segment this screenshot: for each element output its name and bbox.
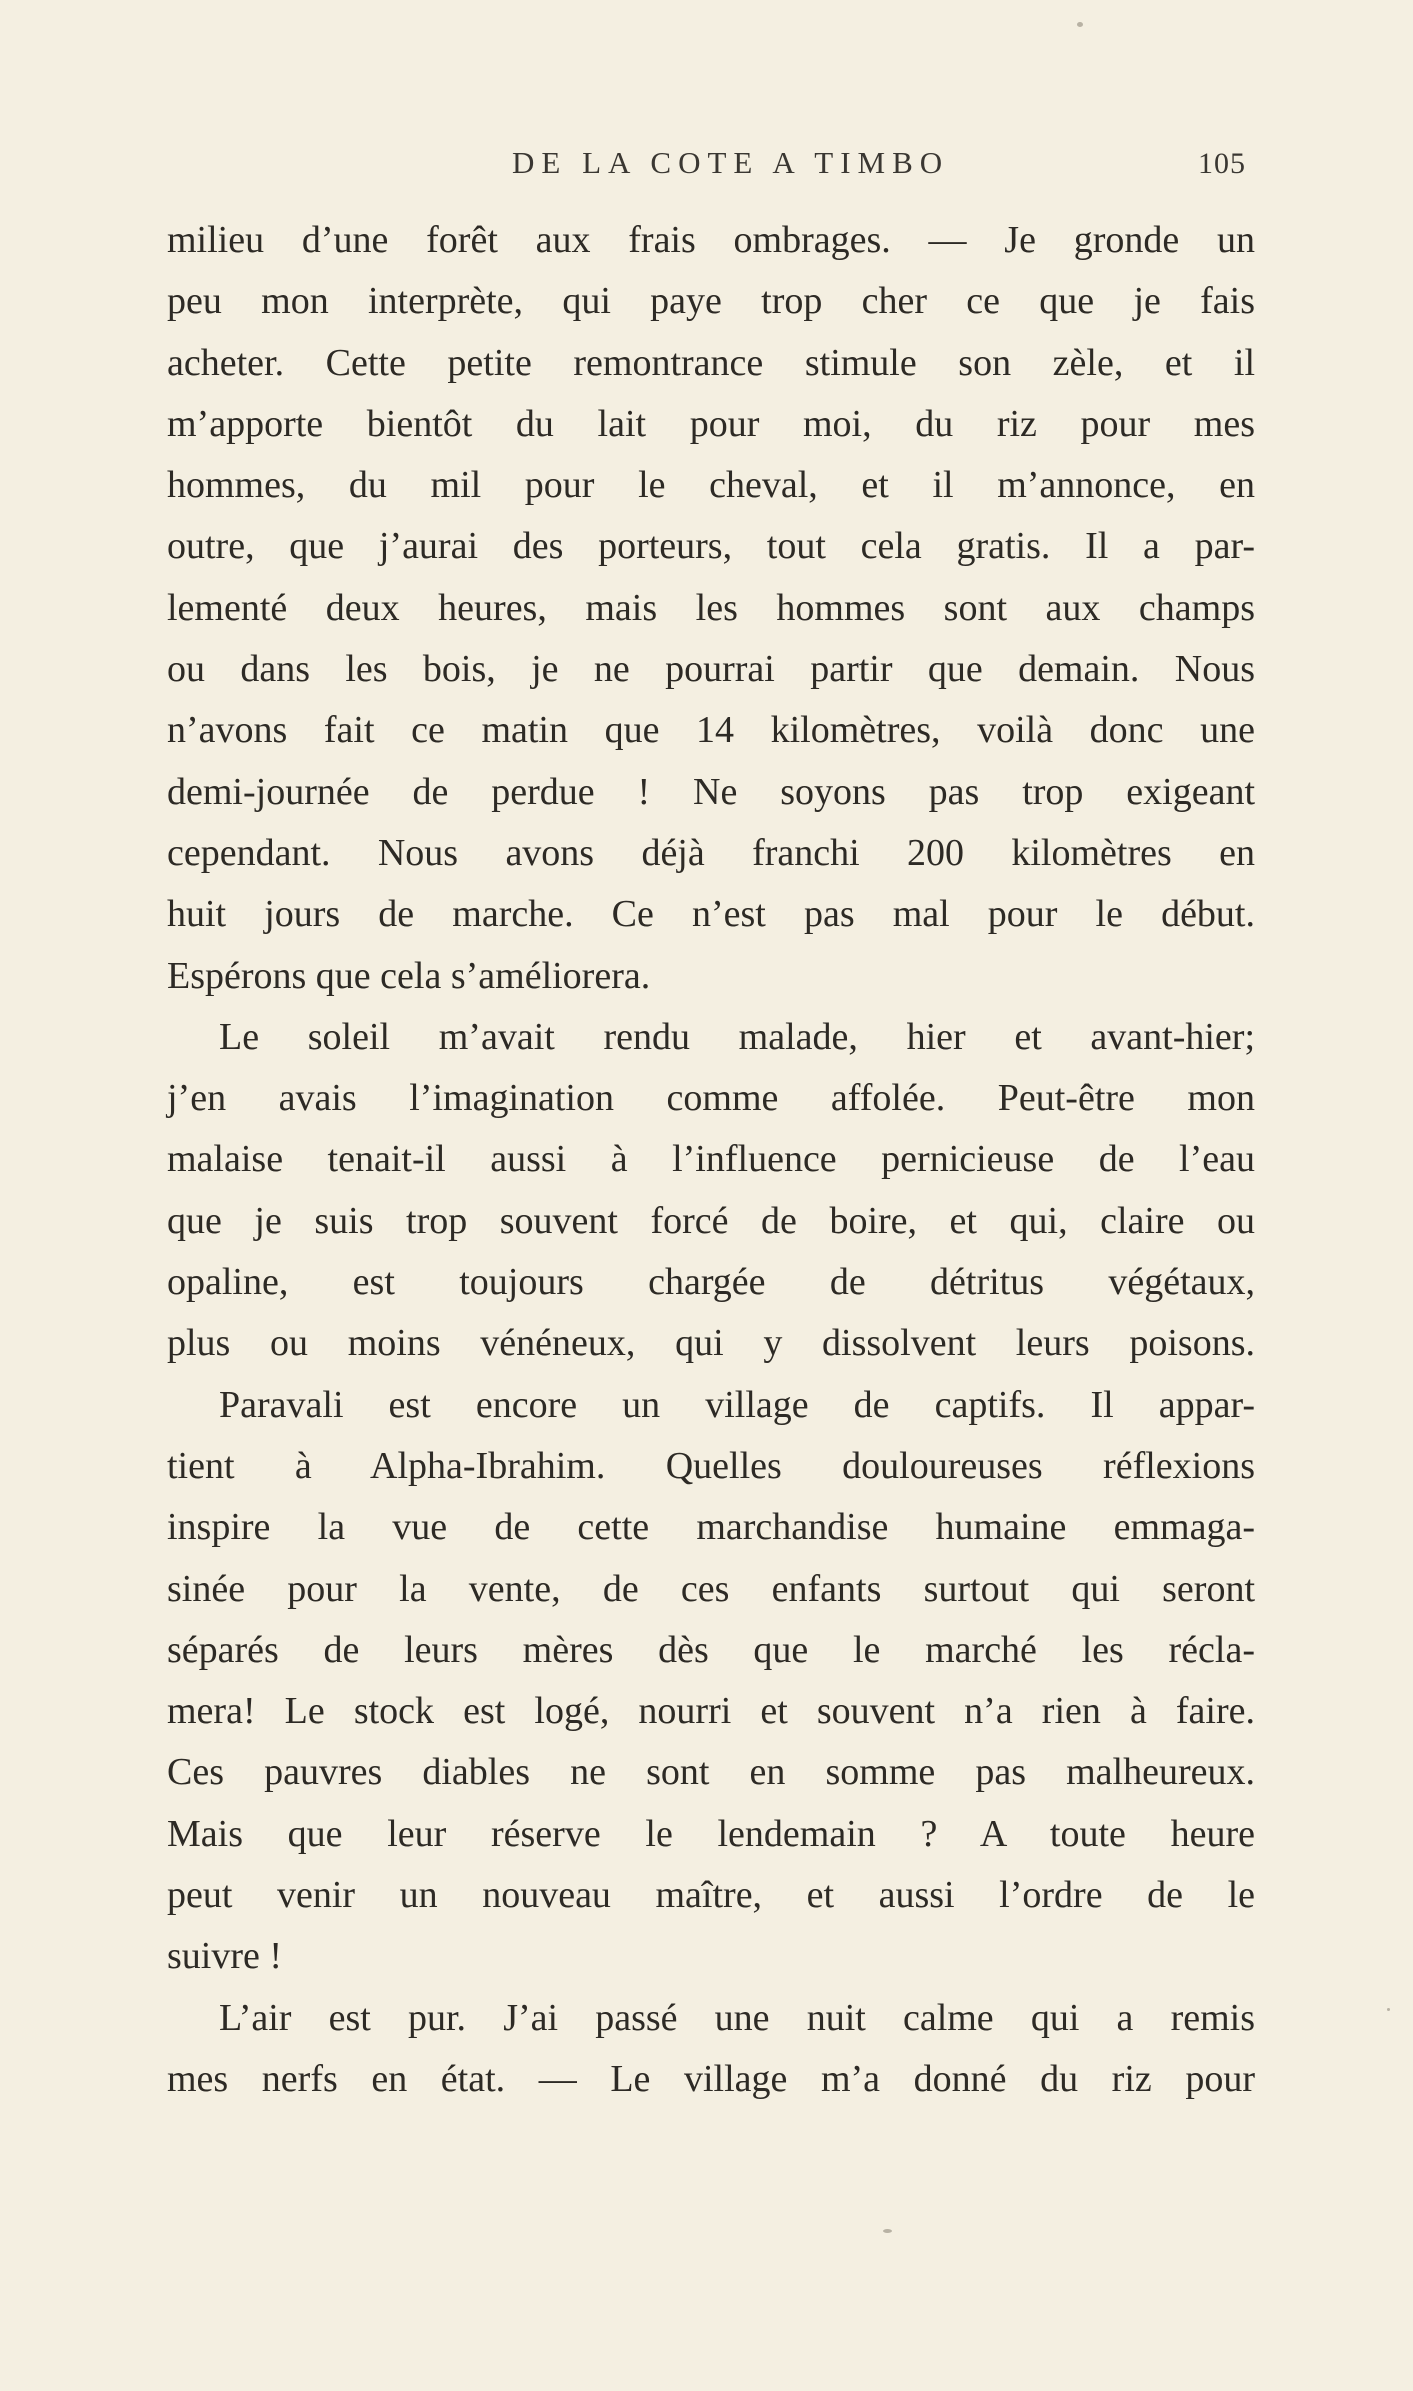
ink-speck-top	[1077, 22, 1083, 27]
text-line: Mais que leur réserve le lendemain ? A toute heure	[167, 1812, 1255, 1855]
text-line: acheter. Cette petite remontrance stimule son zèle, et il	[167, 341, 1255, 384]
text-line: Ces pauvres diables ne sont en somme pas malheureux.	[167, 1751, 1255, 1794]
text-line: sinée pour la vente, de ces enfants surtout qui seront	[167, 1567, 1255, 1610]
body-text	[167, 210, 1255, 2110]
text-line: cependant. Nous avons déjà franchi 200 kilomètres en	[167, 831, 1255, 874]
text-line: m’apporte bientôt du lait pour moi, du riz pour mes	[167, 402, 1255, 445]
text-line: n’avons fait ce matin que 14 kilomètres, voilà donc une	[167, 709, 1255, 752]
running-title: DE LA COTE A TIMBO	[512, 145, 950, 180]
text-line: que je suis trop souvent forcé de boire, et qui, claire ou	[167, 1199, 1255, 1242]
ink-speck-right	[1387, 2008, 1390, 2011]
text-line: peut venir un nouveau maître, et aussi l’ordre de le	[167, 1874, 1255, 1917]
text-line: mera! Le stock est logé, nourri et souvent n’a rien à faire.	[167, 1690, 1255, 1733]
text-line: outre, que j’aurai des porteurs, tout cela gratis. Il a par-	[167, 525, 1255, 568]
paragraph-end-line: plus ou moins vénéneux, qui y dissolvent leurs poisons.	[167, 1322, 1255, 1365]
text-line: malaise tenait-il aussi à l’influence pernicieuse de l’eau	[167, 1138, 1255, 1181]
text-line: ou dans les bois, je ne pourrai partir que demain. Nous	[167, 648, 1255, 691]
text-line: tient à Alpha-Ibrahim. Quelles douloureuses réflexions	[167, 1444, 1255, 1487]
text-line: inspire la vue de cette marchandise humaine emmaga-	[167, 1506, 1255, 1549]
text-line: huit jours de marche. Ce n’est pas mal pour le début.	[167, 893, 1255, 936]
running-head	[0, 145, 1413, 185]
text-line: j’en avais l’imagination comme affolée. Peut-être mon	[167, 1077, 1255, 1120]
page-number: 105	[1198, 147, 1246, 180]
paragraph-start-line: Le soleil m’avait rendu malade, hier et avant-hier;	[219, 1015, 1255, 1058]
text-line: demi-journée de perdue ! Ne soyons pas trop exigeant	[167, 770, 1255, 813]
ink-speck-bottom	[883, 2229, 892, 2233]
paragraph-start-line: Paravali est encore un village de captifs. Il appar-	[219, 1383, 1255, 1426]
text-line: milieu d’une forêt aux frais ombrages. — Je gronde un	[167, 219, 1255, 261]
paragraph-end-line: Espérons que cela s’améliorera.	[167, 954, 651, 997]
paragraph-start-line: L’air est pur. J’ai passé une nuit calme qui a remis	[219, 1996, 1255, 2039]
text-line: mes nerfs en état. — Le village m’a donné du riz pour	[167, 2057, 1255, 2100]
text-line: hommes, du mil pour le cheval, et il m’annonce, en	[167, 464, 1255, 507]
text-line: peu mon interprète, qui paye trop cher ce que je fais	[167, 280, 1255, 323]
text-line: séparés de leurs mères dès que le marché les récla-	[167, 1628, 1255, 1671]
text-line: opaline, est toujours chargée de détritus végétaux,	[167, 1261, 1255, 1304]
text-line: lementé deux heures, mais les hommes sont aux champs	[167, 586, 1255, 629]
paragraph-end-line: suivre !	[167, 1935, 283, 1978]
